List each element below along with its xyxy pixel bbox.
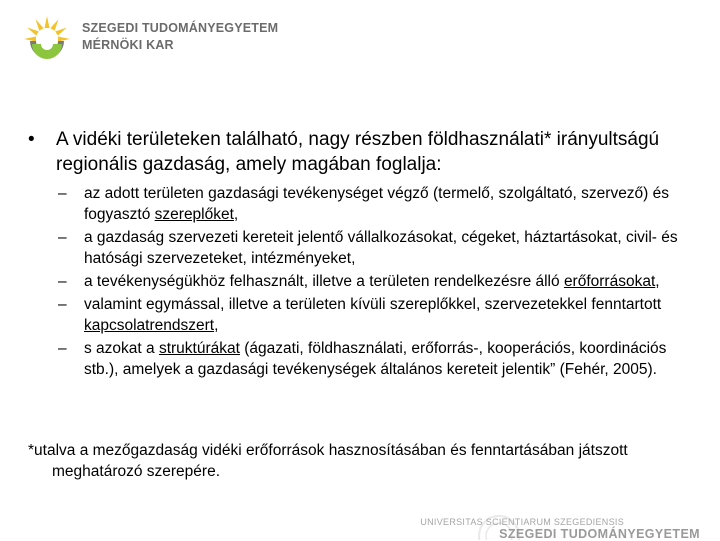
sub-bullet-suffix: , bbox=[233, 206, 239, 223]
sub-bullet-list bbox=[56, 183, 688, 380]
underlined-term: kapcsolatrendszert bbox=[84, 317, 215, 334]
sub-bullet-item bbox=[56, 271, 688, 292]
bullet-marker: • bbox=[28, 129, 35, 150]
sub-bullet-item bbox=[56, 338, 688, 380]
sub-bullet-item bbox=[56, 294, 688, 336]
footer-university-name: SZEGEDI TUDOMÁNYEGYETEM bbox=[499, 527, 700, 541]
underlined-term: erőforrásokat bbox=[563, 273, 656, 290]
faculty-wordmark bbox=[82, 20, 278, 54]
dash-marker: – bbox=[58, 273, 67, 290]
university-logo bbox=[22, 14, 72, 64]
footnote: *utalva a mezőgazdaság vidéki erőforrások hasznosításában és fenntartásában játszott meghatározó szerepére. bbox=[28, 442, 628, 480]
slide-content bbox=[28, 127, 688, 382]
sub-bullet-text: s azokat a bbox=[84, 340, 159, 357]
sub-bullet-suffix: , bbox=[655, 273, 660, 290]
sub-bullet-item bbox=[56, 183, 688, 225]
sub-bullet-suffix: , bbox=[214, 317, 219, 334]
sun-gear-icon bbox=[22, 14, 72, 64]
main-bullet-text: A vidéki területeken található, nagy részben földhasználati* irányultságú regionális gazdaság, amely magában foglalja: bbox=[56, 129, 660, 175]
university-name: SZEGEDI TUDOMÁNYEGYETEM bbox=[82, 21, 279, 35]
underlined-term: szereplőket bbox=[154, 206, 234, 223]
sub-bullet-text: az adott területen gazdasági tevékenységet végző (termelő, szolgáltató, szervező) és fogyasztó bbox=[84, 185, 670, 223]
sub-bullet-suffix: (ágazati, földhasználati, erőforrás-, kooperációs, koordinációs stb.), amelyek a gazdasági tevékenységek általános kereteit jelentik” (Fehér, 2005). bbox=[84, 340, 667, 378]
main-bullet bbox=[28, 127, 688, 177]
footer-latin-name: UNIVERSITAS SCIENTIARUM SZEGEDIENSIS bbox=[420, 517, 624, 527]
dash-marker: – bbox=[58, 296, 67, 313]
faculty-name: MÉRNÖKI KAR bbox=[82, 38, 174, 52]
sub-bullet-text: a gazdaság szervezeti kereteit jelentő vállalkozásokat, cégeket, háztartásokat, civil- és hatósági szervezeteket, intézményeket, bbox=[84, 229, 678, 267]
sub-bullet-item bbox=[56, 227, 688, 269]
underlined-term: struktúrákat bbox=[158, 340, 240, 357]
footer-branding bbox=[354, 512, 704, 540]
dash-marker: – bbox=[58, 229, 67, 246]
dash-marker: – bbox=[58, 185, 67, 202]
sub-bullet-text: a tevékenységükhöz felhasznált, illetve a területen rendelkezésre álló bbox=[84, 273, 564, 290]
dash-marker: – bbox=[58, 340, 67, 357]
sub-bullet-text: valamint egymással, illetve a területen kívüli szereplőkkel, szervezetekkel fenntartott bbox=[84, 296, 662, 313]
